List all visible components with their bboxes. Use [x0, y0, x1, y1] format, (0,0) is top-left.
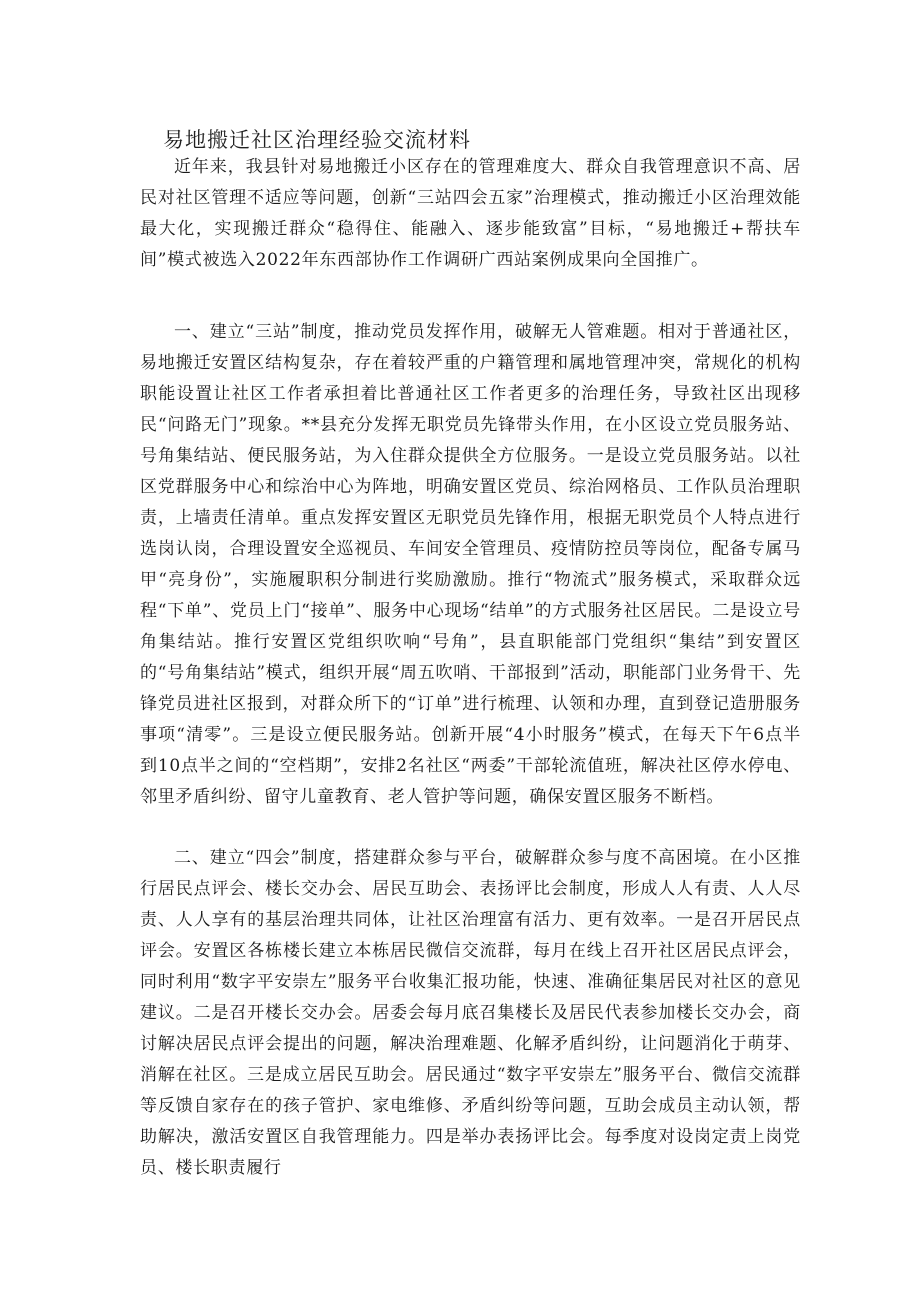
paragraph-three-stations: 一、建立“三站”制度，推动党员发挥作用，破解无人管难题。相对于普通社区，易地搬迁安置区结构复杂，存在着较严重的户籍管理和属地管理冲突，常规化的机构职能设置让社区工作者承担着比普通社区工作者更多的治理任务，导致社区出现移民“问路无门”现象。**县充分发挥无职党员先锋带头作用，在小区设立党员服务站、号角集结站、便民服务站，为入住群众提供全方位服务。一是设立党员服务站。以社区党群服务中心和综治中心为阵地，明确安置区党员、综治网格员、工作队员治理职责，上墙责任清单。重点发挥安置区无职党员先锋作用，根据无职党员个人特点进行选岗认岗，合理设置安全巡视员、车间安全管理员、疫情防控员等岗位，配备专属马甲“亮身份”，实施履职积分制进行奖励激励。推行“物流式”服务模式，采取群众远程“下单”、党员上门“接单”、服务中心现场“结单”的方式服务社区居民。二是设立号角集结站。推行安置区党组织吹响“号角”，县直职能部门党组织“集结”到安置区的“号角集结站”模式，组织开展“周五吹哨、干部报到”活动，职能部门业务骨干、先锋党员进社区报到，对群众所下的“订单”进行梳理、认领和办理，直到登记造册服务事项“清零”。三是设立便民服务站。创新开展“4小时服务”模式，在每天下午6点半到10点半之间的“空档期”，安排2名社区“两委”干部轮流值班，解决社区停水停电、邻里矛盾纠纷、留守儿童教育、老人管护等问题，确保安置区服务不断档。: [140, 322, 801, 807]
paragraph-four-meetings: 二、建立“四会”制度，搭建群众参与平台，破解群众参与度不高困境。在小区推行居民点评会、楼长交办会、居民互助会、表扬评比会制度，形成人人有责、人人尽责、人人享有的基层治理共同体，让社区治理富有活力、更有效率。一是召开居民点评会。安置区各栋楼长建立本栋居民微信交流群，每月在线上召开社区居民点评会，同时利用“数字平安崇左”服务平台收集汇报功能，快速、准确征集居民对社区的意见建议。二是召开楼长交办会。居委会每月底召集楼长及居民代表参加楼长交办会，商讨解决居民点评会提出的问题，解决治理难题、化解矛盾纠纷，让问题消化于萌芽、消解在社区。三是成立居民互助会。居民通过“数字平安崇左”服务平台、微信交流群等反馈自家存在的孩子管护、家电维修、矛盾纠纷等问题，互助会成员主动认领，帮助解决，激活安置区自我管理能力。四是举办表扬评比会。每季度对设岗定责上岗党员、楼长职责履行: [140, 848, 801, 1178]
document-title: 易地搬迁社区治理经验交流材料: [163, 128, 471, 152]
paragraph-intro: 近年来，我县针对易地搬迁小区存在的管理难度大、群众自我管理意识不高、居民对社区管理不适应等问题，创新“三站四会五家”治理模式，推动搬迁小区治理效能最大化，实现搬迁群众“稳得住、能融入、逐步能致富”目标，“易地搬迁+帮扶车间”模式被选入2022年东西部协作工作调研广西站案例成果向全国推广。: [140, 157, 801, 270]
